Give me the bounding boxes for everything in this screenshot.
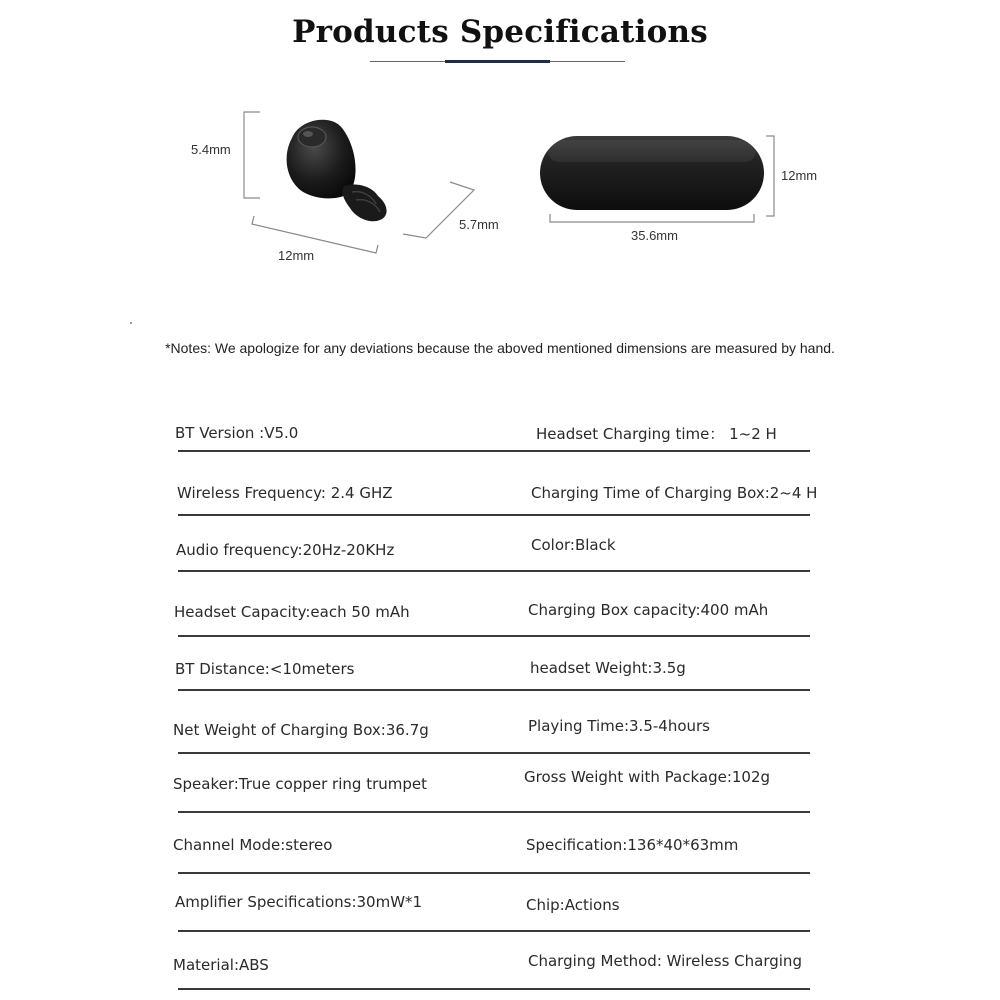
- row-divider: [178, 811, 810, 813]
- spec-cell: BT Distance:<10meters: [175, 660, 355, 678]
- earbud-shape: [287, 120, 387, 222]
- earbud-illustration: [0, 0, 1000, 300]
- page-title: Products Specifications: [292, 14, 708, 50]
- stray-dot: [130, 322, 132, 324]
- row-divider: [178, 988, 810, 990]
- spec-cell: Material:ABS: [173, 956, 269, 974]
- row-divider: [178, 872, 810, 874]
- spec-cell: Charging Box capacity:400 mAh: [528, 601, 769, 619]
- spec-cell: BT Version :V5.0: [175, 424, 299, 442]
- spec-cell: Audio frequency:20Hz-20KHz: [176, 541, 395, 559]
- spec-cell: Headset Capacity:each 50 mAh: [174, 603, 410, 621]
- spec-cell: Playing Time:3.5-4hours: [528, 717, 710, 735]
- row-divider: [178, 689, 810, 691]
- earbud-width-label: 12mm: [278, 248, 315, 263]
- spec-cell: Speaker:True copper ring trumpet: [173, 775, 427, 793]
- row-divider: [178, 930, 810, 932]
- spec-cell: Charging Method: Wireless Charging: [528, 952, 802, 970]
- case-height-label: 12mm: [781, 168, 818, 183]
- spec-cell: Chip:Actions: [526, 896, 620, 914]
- row-divider: [178, 450, 810, 452]
- row-divider: [178, 635, 810, 637]
- earbud-depth-label: 5.7mm: [459, 217, 499, 232]
- spec-cell: Specification:136*40*63mm: [526, 836, 739, 854]
- spec-cell: headset Weight:3.5g: [530, 659, 686, 677]
- spec-cell: Color:Black: [531, 536, 616, 554]
- row-divider: [178, 514, 810, 516]
- spec-cell: Net Weight of Charging Box:36.7g: [173, 721, 429, 739]
- earbud-height-label: 5.4mm: [191, 142, 231, 157]
- case-width-label: 35.6mm: [631, 228, 678, 243]
- spec-cell: Channel Mode:stereo: [173, 836, 333, 854]
- spec-cell: Gross Weight with Package:102g: [524, 768, 771, 786]
- spec-cell: Wireless Frequency: 2.4 GHZ: [177, 484, 393, 502]
- row-divider: [178, 570, 810, 572]
- charging-case-shape: [540, 136, 764, 210]
- spec-cell: Charging Time of Charging Box:2~4 H: [531, 484, 818, 502]
- measurement-note: *Notes: We apologize for any deviations because the aboved mentioned dimensions are measured by hand.: [165, 340, 835, 356]
- spec-cell: Headset Charging time： 1~2 H: [536, 425, 777, 443]
- spec-cell: Amplifier Specifications:30mW*1: [175, 893, 423, 911]
- row-divider: [178, 752, 810, 754]
